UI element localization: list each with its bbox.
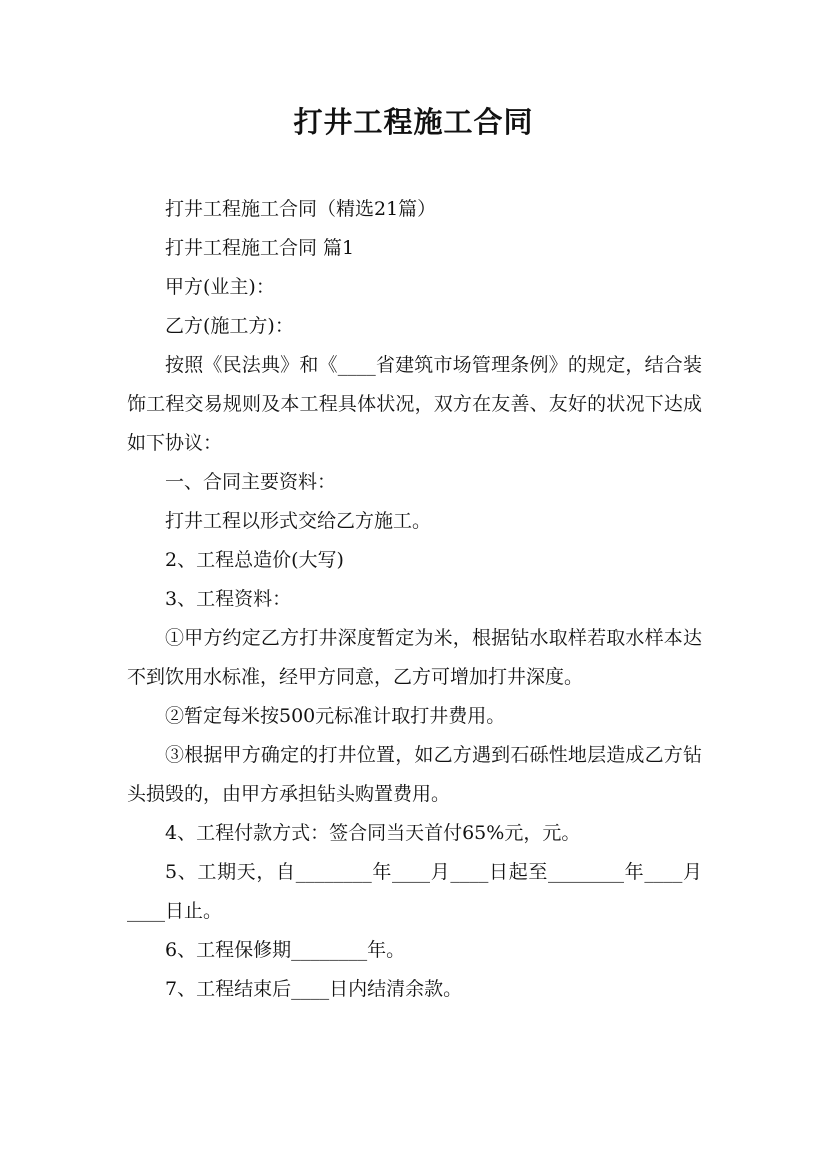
paragraph-item-1: ①甲方约定乙方打井深度暂定为米，根据钻水取样若取水样本达不到饮用水标准，经甲方同意，乙方可增加打井深度。 [127,627,702,688]
paragraph-payment: 4、工程付款方式：签合同当天首付65%元，元。 [165,822,581,844]
paragraph-item-2: ②暂定每米按500元标准计取打井费用。 [165,705,506,727]
paragraph-construction-form: 打井工程以形式交给乙方施工。 [165,510,432,532]
document-body [127,190,702,1009]
paragraph-party-b: 乙方(施工方)： [165,315,294,337]
paragraph-schedule: 5、工期天，自________年____月____日起至________年____月____日止。 [127,861,702,922]
paragraph-chapter-heading: 打井工程施工合同 篇1 [165,237,355,259]
paragraph-project-info: 3、工程资料： [165,588,292,610]
document-title: 打井工程施工合同 [293,105,534,139]
paragraph-item-3: ③根据甲方确定的打井位置，如乙方遇到石砾性地层造成乙方钻头损毁的，由甲方承担钻头购置费用。 [127,744,702,805]
paragraph-preamble: 按照《民法典》和《____省建筑市场管理条例》的规定，结合装饰工程交易规则及本工程具体状况，双方在友善、友好的状况下达成如下协议： [127,354,702,454]
paragraph-party-a: 甲方(业主)： [165,276,275,298]
paragraph-subtitle: 打井工程施工合同（精选21篇） [165,198,437,220]
paragraph-settlement: 7、工程结束后____日内结清余款。 [165,978,463,1000]
paragraph-warranty: 6、工程保修期________年。 [165,939,406,961]
paragraph-section-1: 一、合同主要资料： [165,471,337,493]
paragraph-total-cost: 2、工程总造价(大写) [165,549,344,571]
